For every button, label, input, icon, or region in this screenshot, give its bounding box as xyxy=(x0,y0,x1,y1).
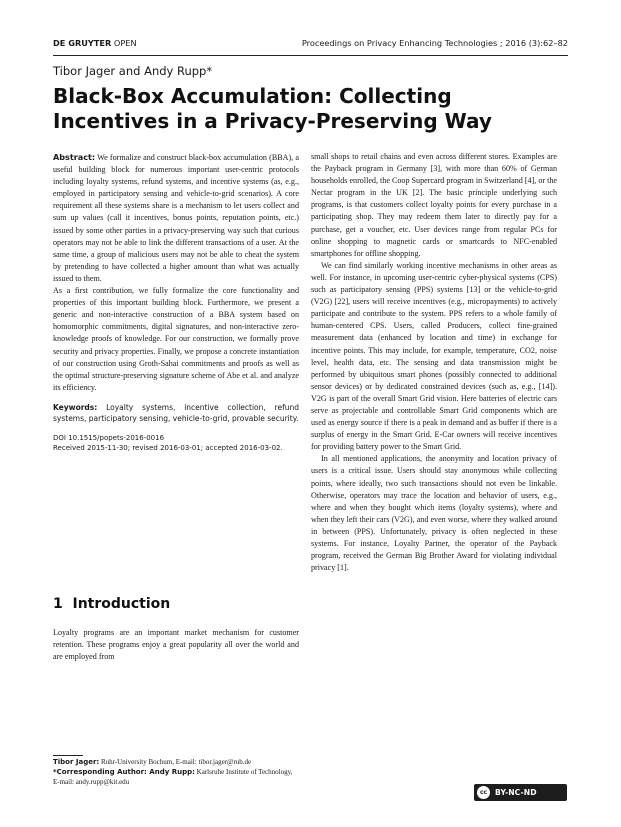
creative-commons-icon: cc xyxy=(477,786,490,799)
footnote-1-text: Ruhr-University Bochum, E-mail: tibor.jager@rub.de xyxy=(100,758,252,766)
abstract-paragraph-2: As a first contribution, we fully formalize the core functionality and properties of this important building block. Furthermore, we present a generic and non-interactive construction of a BBA system based on homomorphic commitments, digital signatures, and non-interactive zero-knowledge proofs of knowledge. For our construction, we formally prove security and privacy properties. Finally, we propose a concrete instantiation of our construction using Groth-Sahai commitments and proofs as well as the optimal structure-preserving signature scheme of Abe et al. and analyze its efficiency. xyxy=(53,286,299,392)
article-meta xyxy=(53,433,299,454)
journal-citation: Proceedings on Privacy Enhancing Technologies ; 2016 (3):62–82 xyxy=(301,38,568,48)
received-dates: Received 2015-11-30; revised 2016-03-01; accepted 2016-03-02. xyxy=(53,444,283,453)
right-paragraph-2: We can find similarly working incentive mechanisms in other areas as well. For instance, in upcoming user-centric cyber-physical systems (CPS) such as participatory sensing (PPS) systems [13] or the vehicle-to-grid (V2G) [22], users will receive incentives (e.g., micropayments) to actively participate and contribute to the system. PPS refers to a whole family of human-centered CPS. Users, called Producers, collect fine-grained measurement data (enhanced by location and time) in exchange for incentive points. This may include, for example, temperature, CO2, noise level, health data, etc. The sensing and data transmission might be performed by ubiquitous smart phones (possibly connected to additional sensor devices) or by dedicated constrained devices (such as, e.g., [14]). V2G is part of the overall Smart Grid vision. Here batteries of electric cars serve as projectable and controllable Smart Grid components which are used as energy source if there is a peak in demand and as buffer if there is a surplus of energy in the Smart Grid. E-Car owners will receive incentives for providing battery power to the Smart Grid. xyxy=(311,260,557,452)
abstract-text-1: We formalize and construct black-box accumulation (BBA), a useful building block for numerous important user-centric protocols including loyalty systems, refund systems, and incentive systems (as, e.g., employed in participatory sensing and vehicle-to-grid scenarios). A core requirement all these systems share is a mechanism to let users collect and sum up values (call it incentives, bonus points, reputation points, etc.) issued by some other parties in a privacy-preserving way such that curious operators may not be able to link the different transactions of a user. At the same time, a group of malicious users may not be able to cheat the system by pretending to have collected a higher amount than what was actually issued to them. xyxy=(53,153,299,283)
running-header xyxy=(53,38,568,52)
doi: DOI 10.1515/popets-2016-0016 xyxy=(53,433,165,442)
left-column xyxy=(53,151,299,454)
author-list: Tibor Jager and Andy Rupp* xyxy=(53,64,213,78)
license-text: BY-NC-ND xyxy=(495,788,537,797)
keywords-text: Loyalty systems, incentive collection, refund systems, participatory sensing, vehicle-to-grid, provable security. xyxy=(53,402,299,424)
footnote-author-1 xyxy=(53,758,299,768)
intro-paragraph: Loyalty programs are an important market mechanism for customer retention. These programs enjoy a great popularity all over the world and are employed from xyxy=(53,628,299,662)
publisher-name: DE GRUYTER OPEN xyxy=(53,38,137,48)
cc-license-badge[interactable] xyxy=(474,784,567,801)
right-paragraph-1: small shops to retail chains and even across different stores. Examples are the Payback program in Germany [3], with more than 60% of German households enrolled, the Coop Supercard program in Switzerland [4], or the Nectar program in the UK [2]. The basic principle underlying such programs, is that customers collect loyalty points for every purchase in a participating shop. They may redeem them later to directly pay for a purchase, get a voucher, etc. User devices range from regular PCs for online shopping to magnetic cards or smartcards to NFC-enabled smartphones for offline shopping. xyxy=(311,152,557,258)
paper-title: Black-Box Accumulation: Collecting Incentives in a Privacy-Preserving Way xyxy=(53,84,492,133)
section-title: Introduction xyxy=(72,596,171,612)
footnote-1-label: Tibor Jager: xyxy=(53,758,100,766)
keywords xyxy=(53,402,299,425)
footnotes xyxy=(53,758,299,787)
abstract-label: Abstract: xyxy=(53,152,96,162)
right-column xyxy=(311,151,557,574)
footnote-2-text: Karlsruhe Institute of Technology, E-mail: andy.rupp@kit.edu xyxy=(53,767,293,786)
header-rule xyxy=(53,55,568,56)
footnote-2-label: *Corresponding Author: Andy Rupp: xyxy=(53,767,195,776)
footnote-author-2 xyxy=(53,768,299,788)
right-paragraph-3: In all mentioned applications, the anonymity and location privacy of users is a critical issue. Users should stay anonymous while collecting points, where ideally, two such transactions should not even be linkable. Otherwise, operators may trace the location and behavior of users, e.g., where and when they bought which items (loyalty systems), where and when they left their cars (V2G), and even worse, where they walked around in between (PPS). Unfortunately, privacy is often neglected in these systems. For instance, Loyalty Partner, the operator of the Payback program, received the German Big Brother Award for violating individual privacy [1]. xyxy=(311,454,557,573)
section-number: 1 xyxy=(53,596,63,612)
keywords-label: Keywords: xyxy=(53,402,98,412)
footnote-rule xyxy=(53,755,83,756)
section-heading xyxy=(53,596,170,612)
abstract-paragraph-1 xyxy=(53,151,299,285)
